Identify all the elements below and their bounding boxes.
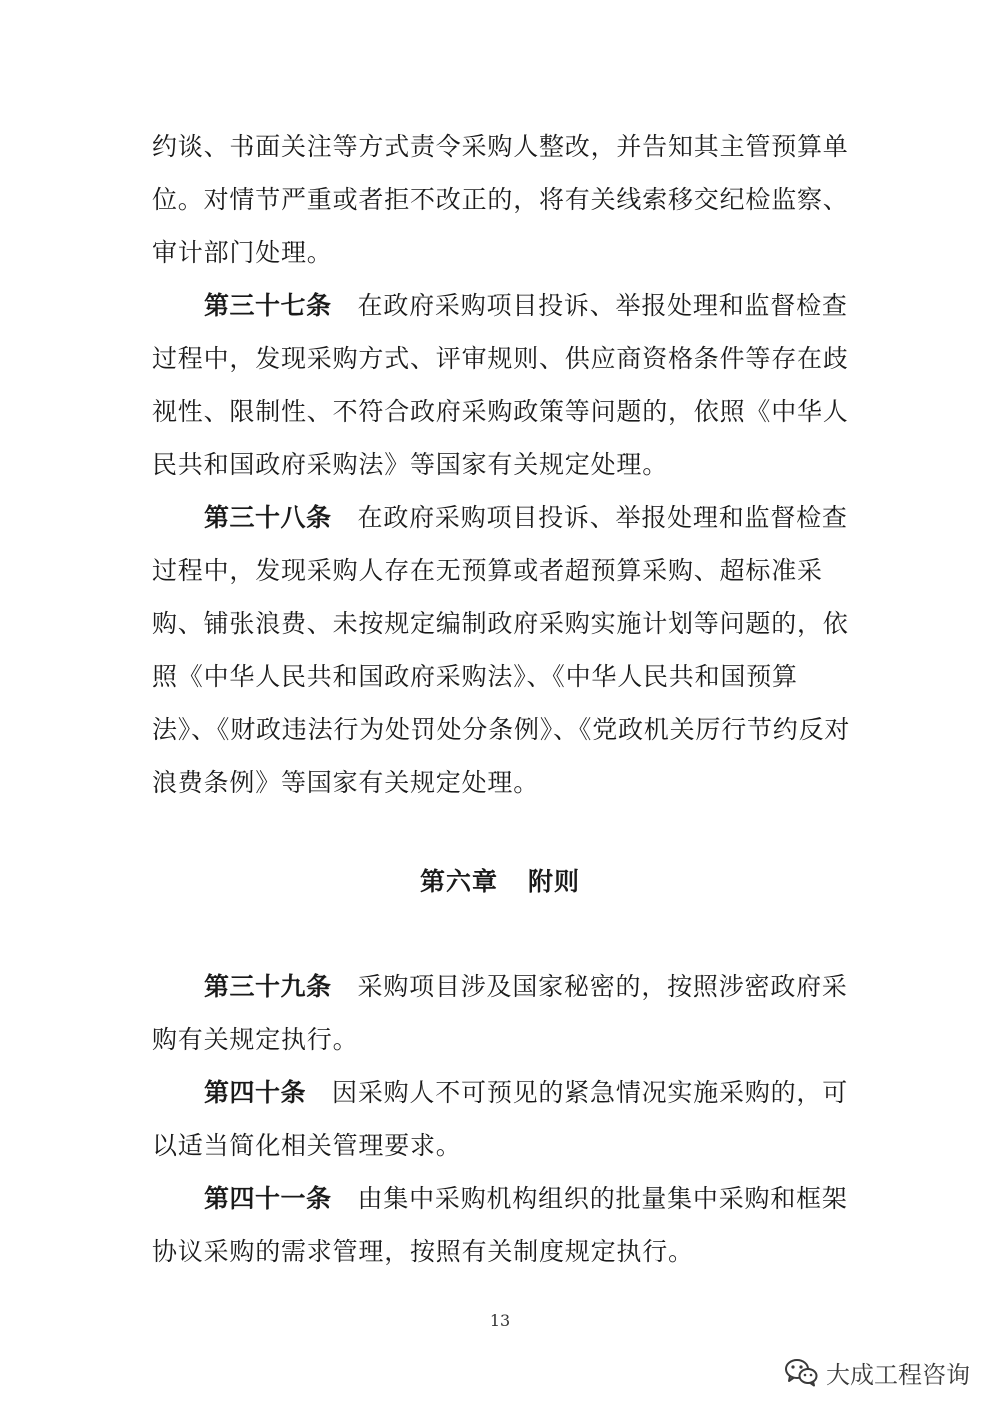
wechat-icon	[784, 1357, 818, 1387]
article-41-label: 第四十一条	[204, 1184, 332, 1213]
article-37-text: 在政府采购项目投诉、举报处理和监督检查过程中，发现采购方式、评审规则、供应商资格条件等存在歧视性、限制性、不符合政府采购政策等问题的，依照《中华人民共和国政府采购法》等国家有关规定处理。	[152, 291, 849, 479]
article-40	[152, 1066, 857, 1172]
article-41	[152, 1172, 857, 1278]
article-38-label: 第三十八条	[204, 503, 332, 532]
page-number: 13	[489, 1311, 511, 1330]
article-39-label: 第三十九条	[204, 972, 332, 1001]
chapter-title: 附则	[528, 867, 581, 896]
article-40-label: 第四十条	[204, 1078, 307, 1107]
continuation-text: 约谈、书面关注等方式责令采购人整改，并告知其主管预算单位。对情节严重或者拒不改正的，将有关线索移交纪检监察、审计部门处理。	[152, 132, 849, 267]
article-38	[152, 491, 857, 809]
article-39	[152, 960, 857, 1066]
article-40-text: 因采购人不可预见的紧急情况实施采购的，可以适当简化相关管理要求。	[152, 1078, 849, 1160]
article-41-text: 由集中采购机构组织的批量集中采购和框架协议采购的需求管理，按照有关制度规定执行。	[152, 1184, 848, 1266]
watermark-text: 大成工程咨询	[826, 1360, 970, 1389]
article-39-text: 采购项目涉及国家秘密的，按照涉密政府采购有关规定执行。	[152, 972, 848, 1054]
chapter-heading	[0, 862, 1000, 902]
continuation-paragraph	[152, 120, 857, 279]
chapter-number: 第六章	[419, 867, 498, 896]
article-38-text: 在政府采购项目投诉、举报处理和监督检查过程中，发现采购人存在无预算或者超预算采购、超标准采购、铺张浪费、未按规定编制政府采购实施计划等问题的，依照《中华人民共和国政府采购法》、《中华人民共和国预算法》、《财政违法行为处罚处分条例》、《党政机关厉行节约反对浪费条例》等国家有关规定处理。	[152, 503, 851, 797]
article-37-label: 第三十七条	[204, 291, 332, 320]
article-37	[152, 279, 857, 491]
watermark	[784, 1352, 970, 1392]
